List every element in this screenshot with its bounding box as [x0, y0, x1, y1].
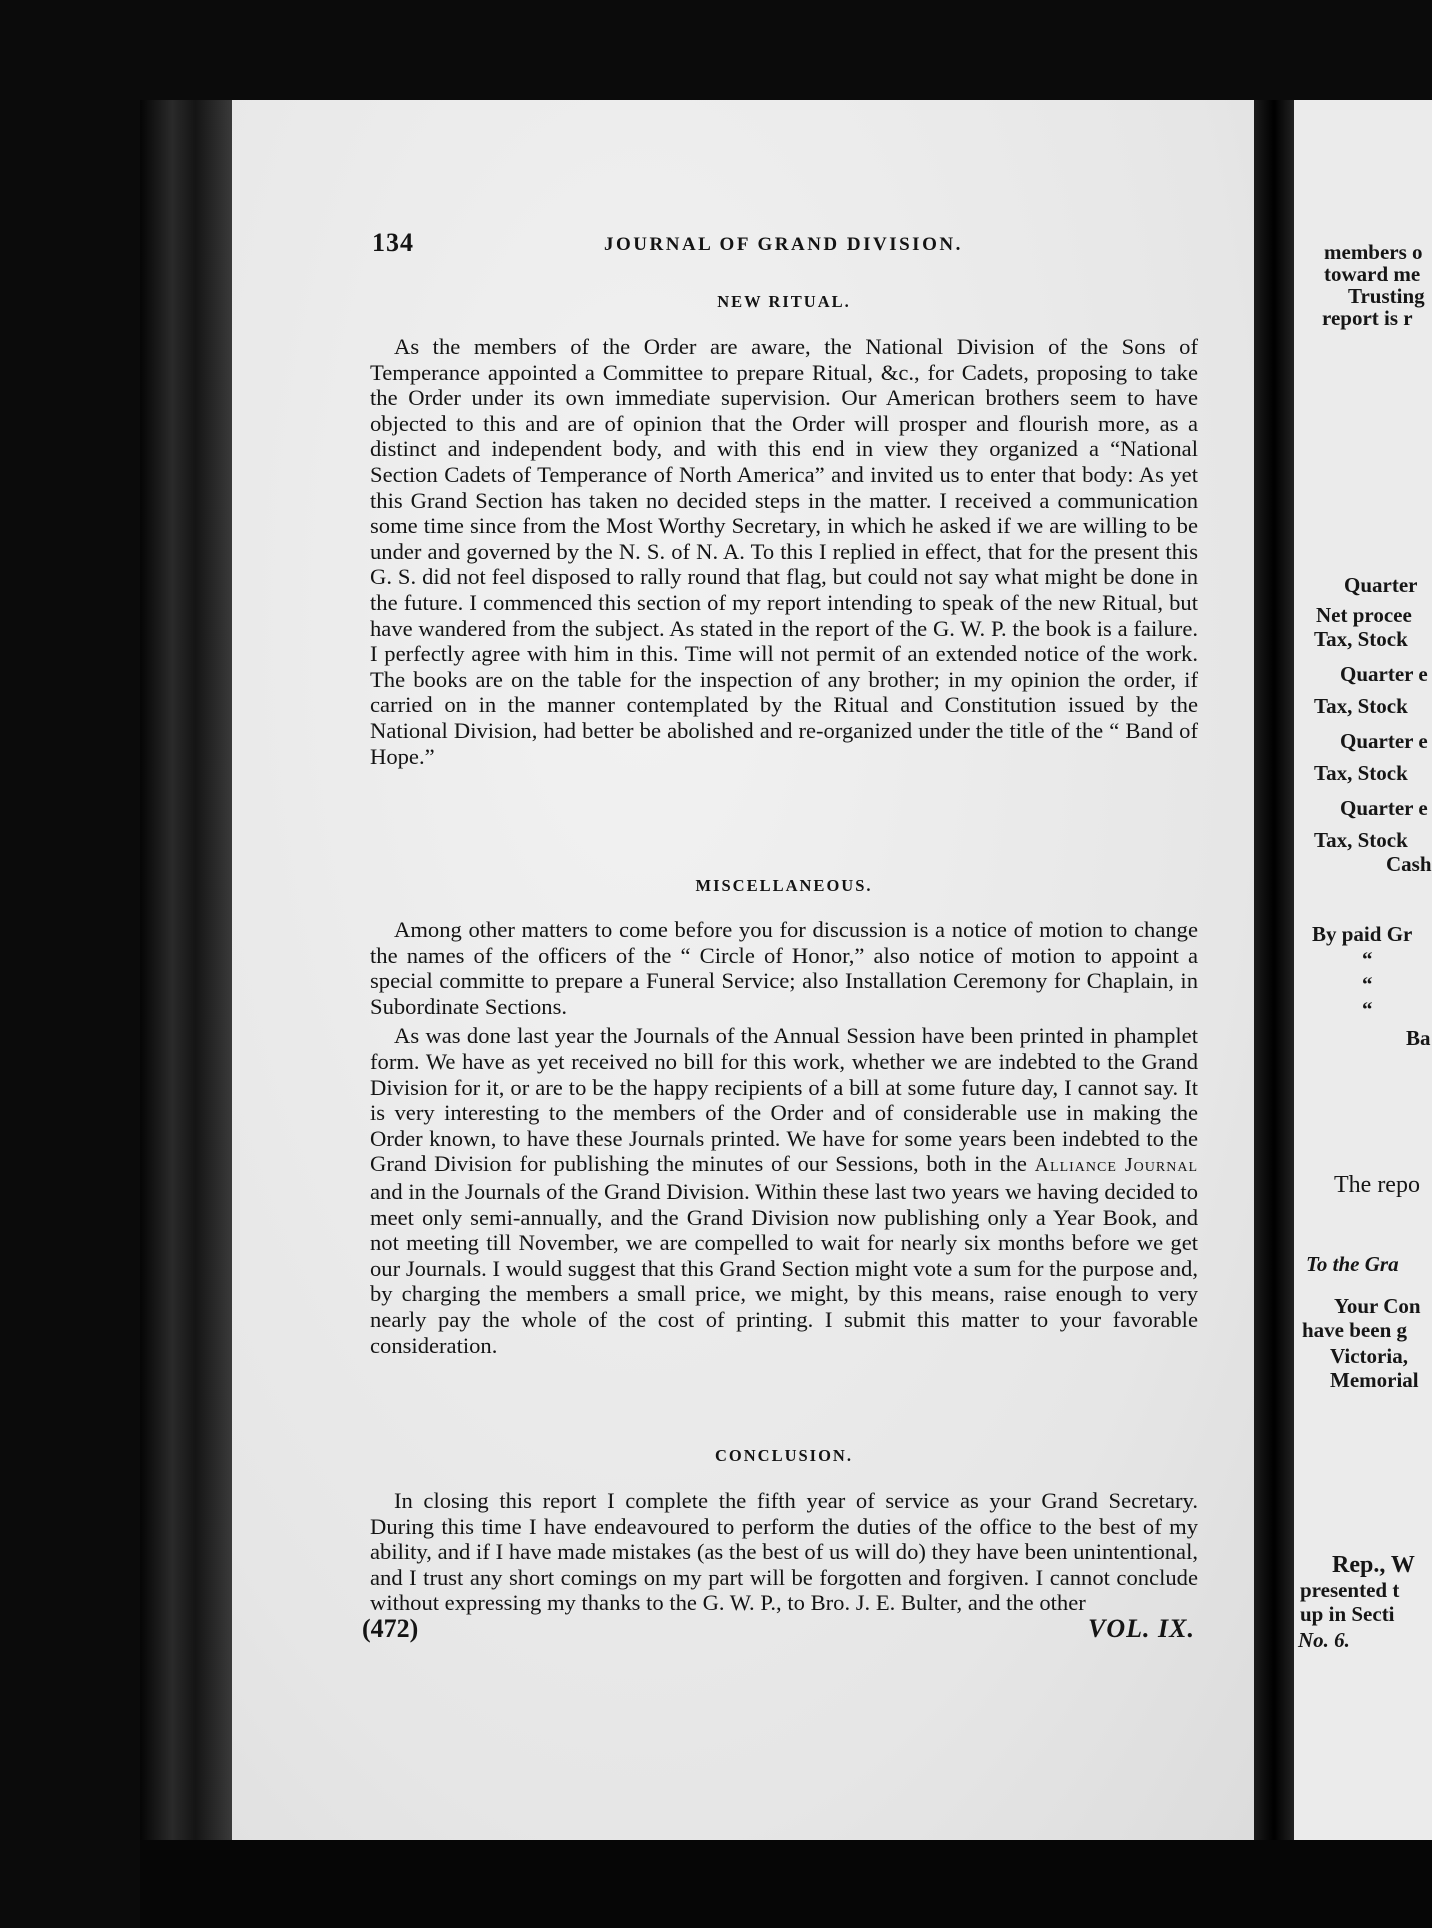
section-body-conclusion — [370, 1488, 1198, 1616]
fragment-line: “ — [1362, 947, 1373, 971]
page-number: 134 — [372, 228, 414, 257]
fragment-line: Tax, Stock — [1314, 761, 1408, 785]
section-body-new-ritual — [370, 334, 1198, 769]
fragment-line: presented t — [1300, 1578, 1400, 1602]
fragment-line: Net procee — [1316, 603, 1412, 627]
fragment-line: Quarter — [1344, 573, 1418, 597]
fragment-line: Cash — [1386, 852, 1432, 876]
fragment-line: Tax, Stock — [1314, 828, 1408, 852]
paragraph: As the members of the Order are aware, the National Division of the Sons of Temperance appointed a Committee to prepare Ritual, &c., for Cadets, proposing to take the Order under its own immediate supervision. Our American brothers seem to have objected to this and are of opinion that the Order will prosper and flourish more, as a distinct and independent body, and with this end in view they organized a “National Section Cadets of Temperance of North America” and invited us to enter that body: As yet this Grand Section has taken no decided steps in the matter. I received a communication some time since from the Most Worthy Secretary, in which he asked if we are willing to be under and governed by the N. S. of N. A. To this I replied in effect, that for the present this G. S. did not feel disposed to rally round that flag, but could not say what might be done in the future. I commenced this section of my report intending to speak of the new Ritual, but have wandered from the subject. As stated in the report of the G. W. P. the book is a failure. I perfectly agree with him in this. Time will not permit of an extended notice of the work. The books are on the table for the inspection of any brother; in my opinion the order, if carried on in the manner contemplated by the Ritual and Constitution issued by the National Division, had better be abolished and re-organized under the title of the “ Band of Hope.” — [370, 334, 1198, 769]
alliance-journal-title: Alliance Journal — [1034, 1154, 1198, 1177]
fragment-line: No. 6. — [1298, 1628, 1350, 1652]
paragraph: Among other matters to come before you for discussion is a notice of motion to change the names of the officers of the “ Circle of Honor,” also notice of motion to appoint a special committe to prepare a Funeral Service; also Installation Ceremony for Chaplain, in Subordinate Sections. — [370, 917, 1198, 1019]
fragment-line: The repo — [1334, 1172, 1420, 1198]
volume-mark: VOL. IX. — [1088, 1614, 1195, 1643]
fragment-line: “ — [1362, 972, 1373, 996]
paragraph-text: As was done last year the Journals of the Annual Session have been printed in phamplet form. We have as yet received no bill for this work, whether we are indebted to the Grand Division for it, or are to be the happy recipients of a bill at some future day, I cannot say. It is very interesting to the members of the Order and of considerable use in making the Order known, to have these Journals printed. We have for some years been indebted to the Grand Division for publishing the minutes of our Sessions, both in the — [370, 1023, 1198, 1177]
fragment-line: report is r — [1322, 306, 1413, 330]
fragment-line: have been g — [1302, 1318, 1407, 1342]
fragment-line: Tax, Stock — [1314, 627, 1408, 651]
fragment-line: By paid Gr — [1312, 922, 1413, 946]
section-heading-new-ritual: NEW RITUAL. — [717, 292, 851, 311]
page-gutter — [1254, 100, 1294, 1840]
book-binding — [140, 100, 232, 1840]
section-body-miscellaneous — [370, 917, 1198, 1358]
fragment-line: Quarter e — [1340, 729, 1428, 753]
section-heading-conclusion: CONCLUSION. — [715, 1446, 853, 1465]
fragment-line: members o — [1324, 240, 1423, 264]
fragment-line: Rep., W — [1332, 1552, 1415, 1578]
paragraph — [370, 1023, 1198, 1358]
running-head: JOURNAL OF GRAND DIVISION. — [604, 234, 963, 255]
fragment-line: Your Con — [1334, 1294, 1421, 1318]
section-heading-miscellaneous: MISCELLANEOUS. — [695, 876, 873, 895]
paragraph: In closing this report I complete the fifth year of service as your Grand Secretary. During this time I have endeavoured to perform the duties of the office to the best of my ability, and if I have made mistakes (as the best of us will do) they have been unintentional, and I trust any short comings on my part will be forgotten and forgiven. I cannot conclude without expressing my thanks to the G. W. P., to Bro. J. E. Bulter, and the other — [370, 1488, 1198, 1616]
signature-mark: (472) — [362, 1614, 419, 1643]
fragment-line: toward me — [1324, 262, 1421, 286]
fragment-line: Quarter e — [1340, 796, 1428, 820]
fragment-line: Tax, Stock — [1314, 694, 1408, 718]
fragment-line: To the Gra — [1306, 1252, 1399, 1276]
fragment-line: “ — [1362, 997, 1373, 1021]
fragment-line: Trusting — [1348, 284, 1425, 308]
fragment-line: Victoria, — [1330, 1344, 1408, 1368]
fragment-line: Ba — [1406, 1026, 1431, 1050]
paragraph-text: and in the Journals of the Grand Division. Within these last two years we having decided to meet only semi-annually, and the Grand Division now publishing only a Year Book, and not meeting till November, we are compelled to wait for nearly six months before we get our Journals. I would suggest that this Grand Section might vote a sum for the purpose and, by charging the members a small price, we might, by this means, raise enough to very nearly pay the whole of the cost of printing. I submit this matter to your favorable consideration. — [370, 1178, 1198, 1358]
fragment-line: Quarter e — [1340, 662, 1428, 686]
fragment-line: Memorial — [1330, 1368, 1419, 1392]
right-page — [1294, 100, 1432, 1840]
scan-bottom-edge — [140, 1840, 1432, 1928]
fragment-line: up in Secti — [1300, 1602, 1395, 1626]
